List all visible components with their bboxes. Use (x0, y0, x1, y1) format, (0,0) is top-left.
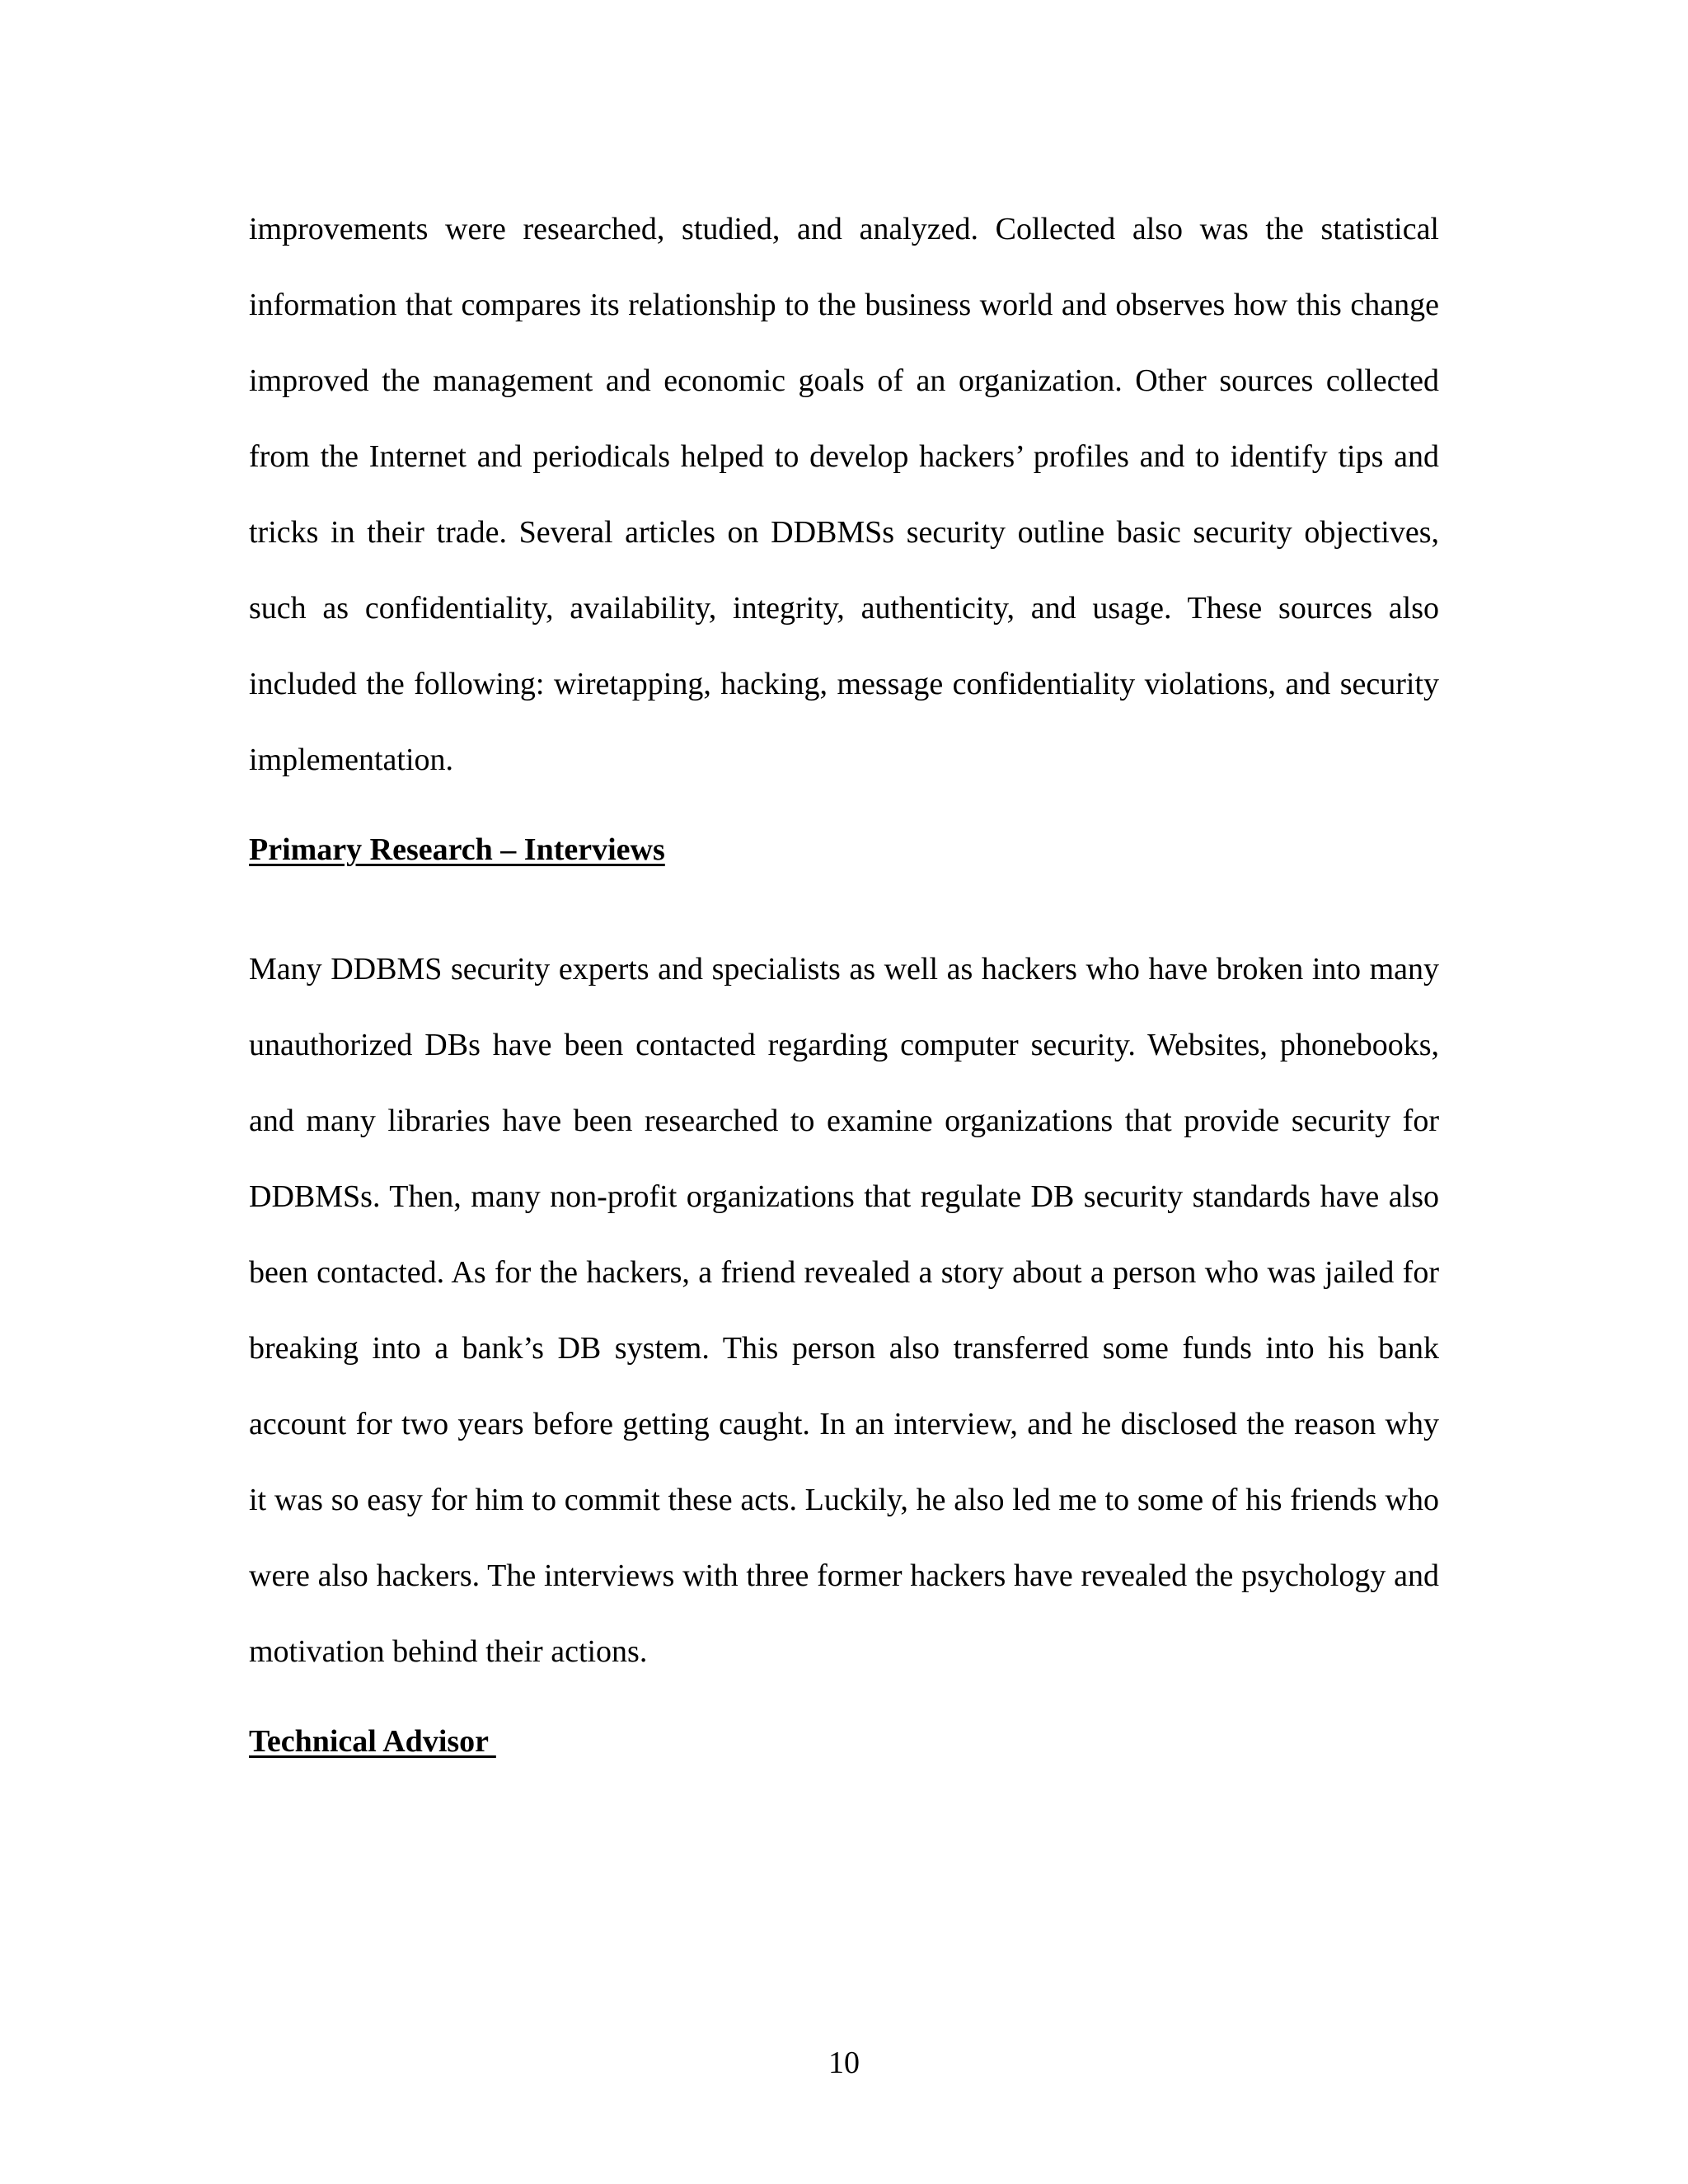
page-body (249, 191, 1439, 1760)
section-heading-technical-advisor: Technical Advisor (249, 1724, 496, 1759)
body-paragraph-sources: improvements were researched, studied, and analyzed. Collected also was the statistical information that compares its relationship to the business world and observes how this change improved the management and economic goals of an organization. Other sources collected from the Internet and periodicals helped to develop hackers’ profiles and to identify tips and tricks in their trade. Several articles on DDBMSs security outline basic security objectives, such as confidentiality, availability, integrity, authenticity, and usage. These sources also included the following: wiretapping, hacking, message confidentiality violations, and security implementation. (249, 212, 1439, 777)
page-number: 10 (828, 2046, 860, 2080)
section-heading-primary-research: Primary Research – Interviews (249, 832, 665, 867)
body-paragraph-interviews: Many DDBMS security experts and specialists as well as hackers who have broken into many unauthorized DBs have been contacted regarding computer security. Websites, phonebooks, and many libraries have been researched to examine organizations that provide security for DDBMSs. Then, many non-profit organizations that regulate DB security standards have also been contacted. As for the hackers, a friend revealed a story about a person who was jailed for breaking into a bank’s DB system. This person also transferred some funds into his bank account for two years before getting caught. In an interview, and he disclosed the reason why it was so easy for him to commit these acts. Luckily, he also led me to some of his friends who were also hackers. The interviews with three former hackers have revealed the psychology and motivation behind their actions. (249, 952, 1439, 1669)
